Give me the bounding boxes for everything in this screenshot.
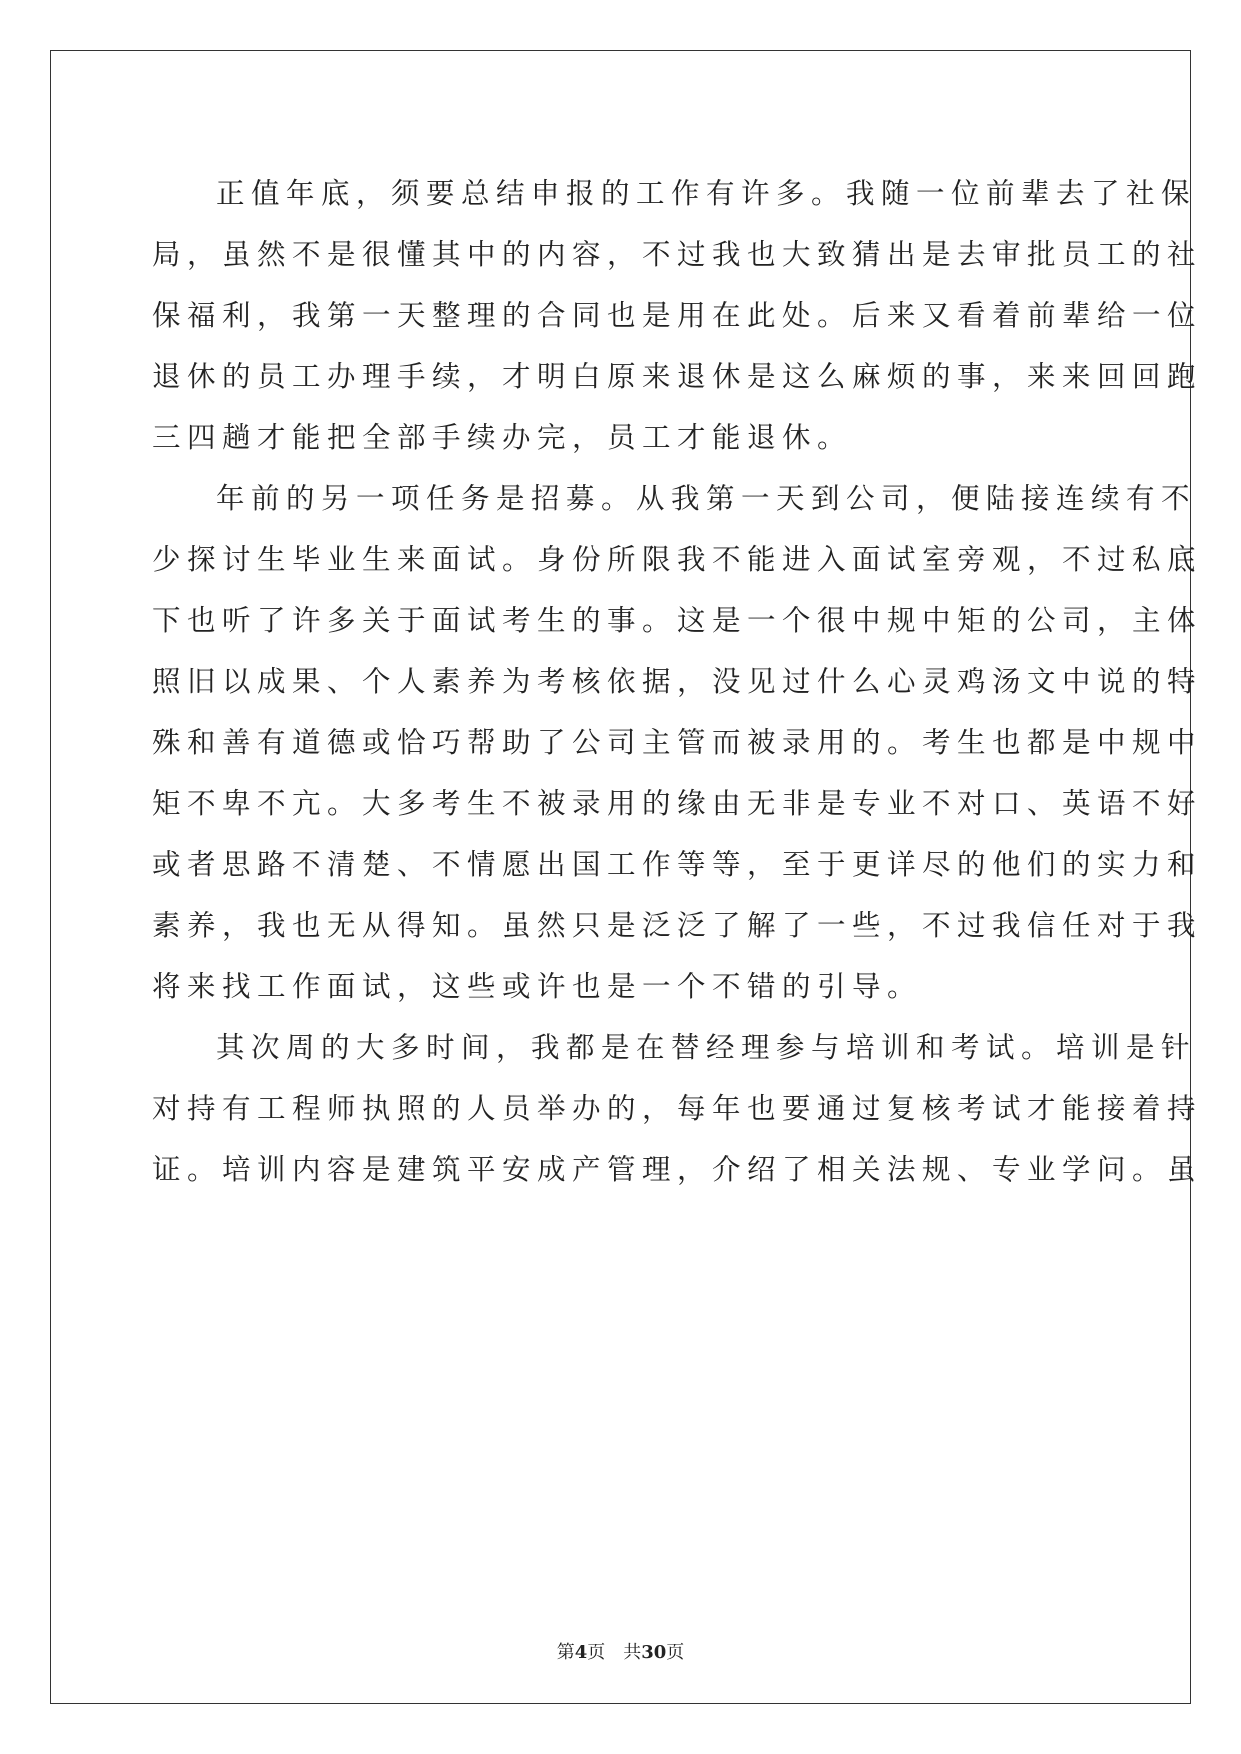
page-number: 4 bbox=[574, 1642, 588, 1663]
text-line: 三四趟才能把全部手续办完，员工才能退休。 bbox=[152, 421, 853, 454]
text-line: 或者思路不清楚、不情愿出国工作等等，至于更详尽的他们的实力和 bbox=[152, 848, 1203, 881]
text-line: 将来找工作面试，这些或许也是一个不错的引导。 bbox=[152, 970, 923, 1003]
total-pages: 30 bbox=[641, 1642, 667, 1663]
page-prefix: 第 bbox=[556, 1642, 575, 1663]
text-line: 对持有工程师执照的人员举办的，每年也要通过复核考试才能接着持 bbox=[152, 1092, 1203, 1125]
text-line: 少探讨生毕业生来面试。身份所限我不能进入面试室旁观，不过私底 bbox=[152, 543, 1203, 576]
text-line: 下也听了许多关于面试考生的事。这是一个很中规中矩的公司，主体 bbox=[152, 604, 1203, 637]
page-footer bbox=[0, 1638, 1241, 1664]
page-suffix: 页 bbox=[587, 1642, 606, 1663]
text-line: 退休的员工办理手续，才明白原来退休是这么麻烦的事，来来回回跑 bbox=[152, 360, 1203, 393]
text-line: 正值年底，须要总结申报的工作有许多。我随一位前辈去了社保 bbox=[216, 177, 1197, 210]
paragraph-1 bbox=[152, 163, 1203, 468]
paragraph-3 bbox=[152, 1017, 1203, 1200]
text-line: 素养，我也无从得知。虽然只是泛泛了解了一些，不过我信任对于我 bbox=[152, 909, 1203, 942]
total-prefix: 共 bbox=[623, 1642, 642, 1663]
text-line: 其次周的大多时间，我都是在替经理参与培训和考试。培训是针 bbox=[216, 1031, 1197, 1064]
text-line: 局，虽然不是很懂其中的内容，不过我也大致猜出是去审批员工的社 bbox=[152, 238, 1203, 271]
text-line: 殊和善有道德或恰巧帮助了公司主管而被录用的。考生也都是中规中 bbox=[152, 726, 1203, 759]
text-line: 照旧以成果、个人素养为考核依据，没见过什么心灵鸡汤文中说的特 bbox=[152, 665, 1203, 698]
total-suffix: 页 bbox=[666, 1642, 685, 1663]
text-line: 证。培训内容是建筑平安成产管理，介绍了相关法规、专业学问。虽 bbox=[152, 1153, 1203, 1186]
text-line: 矩不卑不亢。大多考生不被录用的缘由无非是专业不对口、英语不好 bbox=[152, 787, 1203, 820]
text-line: 保福利，我第一天整理的合同也是用在此处。后来又看着前辈给一位 bbox=[152, 299, 1203, 332]
paragraph-2 bbox=[152, 468, 1203, 1017]
document-body bbox=[152, 163, 1203, 1200]
text-line: 年前的另一项任务是招募。从我第一天到公司，便陆接连续有不 bbox=[216, 482, 1197, 515]
